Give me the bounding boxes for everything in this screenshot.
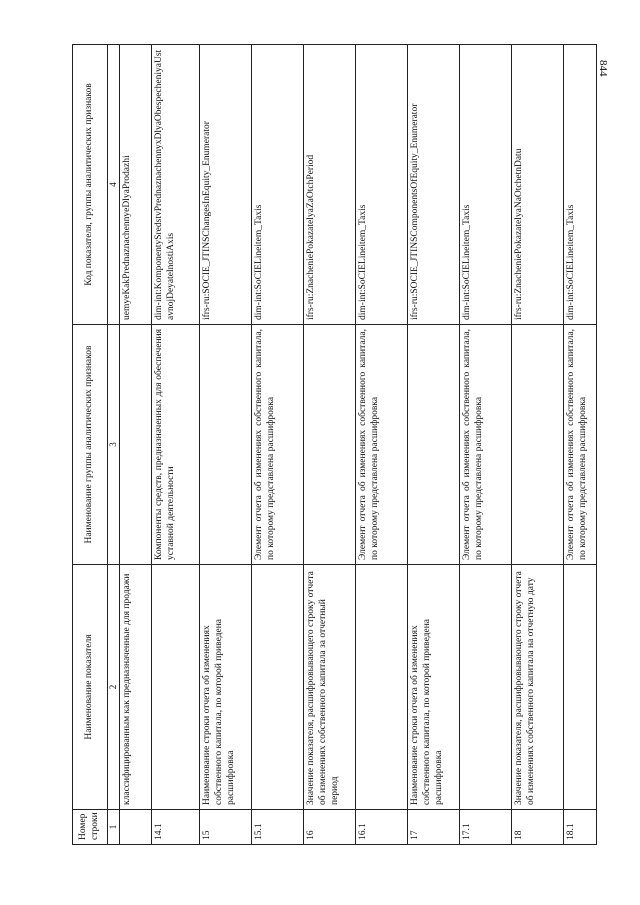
row-number: 16 (304, 810, 356, 845)
group-name (408, 325, 460, 565)
column-index: 4 (108, 45, 120, 325)
indicator-name: Наименование строки отчета об изменениях собственного капитала, по которой приведена расшифровка (200, 565, 252, 810)
indicator-name (564, 565, 597, 810)
indicator-name (152, 565, 200, 810)
row-number: 14.1 (152, 810, 200, 845)
group-name (304, 325, 356, 565)
row-number: 18 (512, 810, 564, 845)
indicator-name: Значение показателя, расшифровывающего строку отчета об изменениях собственного капитала за отчетный период (304, 565, 356, 810)
table-row (120, 45, 152, 845)
indicator-name (460, 565, 512, 810)
table-row (304, 45, 356, 845)
row-number: 18.1 (564, 810, 597, 845)
row-number: 15 (200, 810, 252, 845)
table-row (564, 45, 597, 845)
indicator-code: dim-int:SoCIELineitem_Taxis (564, 45, 597, 325)
indicator-table (72, 44, 597, 845)
header-code: Код показателя, группы аналитических признаков (73, 45, 108, 325)
group-name: Элемент отчета об изменениях собственного капитала, по которому представлена расшифровка (564, 325, 597, 565)
indicator-code: dim-int:SoCIELineitem_Taxis (252, 45, 304, 325)
indicator-name: Значение показателя, расшифровывающего строку отчета об изменениях собственного капитала на отчетную дату (512, 565, 564, 810)
group-name: Элемент отчета об изменениях собственного капитала, по которому представлена расшифровка (356, 325, 408, 565)
column-index: 1 (108, 810, 120, 845)
indicator-name (252, 565, 304, 810)
indicator-code: dim-int:SoCIELineitem_Taxis (356, 45, 408, 325)
row-number: 17.1 (460, 810, 512, 845)
rotated-document (72, 45, 597, 845)
group-name: Элемент отчета об изменениях собственного капитала, по которому представлена расшифровка (252, 325, 304, 565)
indicator-code: dim-int:SoCIELineitem_Taxis (460, 45, 512, 325)
column-index: 2 (108, 565, 120, 810)
indicator-code: uemyeKakPrednaznachennyeDlyaProdazhi (120, 45, 152, 325)
group-name: Компоненты средств, предназначенных для обеспечения уставной деятельности (152, 325, 200, 565)
row-number (120, 810, 152, 845)
row-number: 16.1 (356, 810, 408, 845)
indicator-code: ifrs-ru:ZnacheniePokazatelyaNaOtchetnDatu (512, 45, 564, 325)
column-index: 3 (108, 325, 120, 565)
header-row-number: Номер строки (73, 810, 108, 845)
indicator-code: ifrs-ru:ZnacheniePokazatelyaZaOtchPeriod (304, 45, 356, 325)
table-row (200, 45, 252, 845)
indicator-code: dim-int:KomponentySredstvPrednaznachennyxDlyaObespecheniyaUstavnojDeyatelnostiAxis (152, 45, 200, 325)
table-row (460, 45, 512, 845)
page-number: 844 (597, 60, 609, 77)
indicator-name (356, 565, 408, 810)
indicator-code: ifrs-ru:SOCIE_JTINSComponentsOfEquity_Enumerator (408, 45, 460, 325)
indicator-code: ifrs-ru:SOCIE_JTINSChangesInEquity_Enumerator (200, 45, 252, 325)
indicator-name: Наименование строки отчета об изменениях собственного капитала, по которой приведена расшифровка (408, 565, 460, 810)
header-group-name: Наименование группы аналитических признаков (73, 325, 108, 565)
indicator-name: классифицированным как предназначенные для продажи (120, 565, 152, 810)
group-name (120, 325, 152, 565)
group-name (200, 325, 252, 565)
row-number: 17 (408, 810, 460, 845)
table-row (252, 45, 304, 845)
table-row (152, 45, 200, 845)
table-row (408, 45, 460, 845)
header-indicator-name: Наименование показателя (73, 565, 108, 810)
table-row (512, 45, 564, 845)
table-row (356, 45, 408, 845)
group-name: Элемент отчета об изменениях собственного капитала, по которому представлена расшифровка (460, 325, 512, 565)
row-number: 15.1 (252, 810, 304, 845)
group-name (512, 325, 564, 565)
